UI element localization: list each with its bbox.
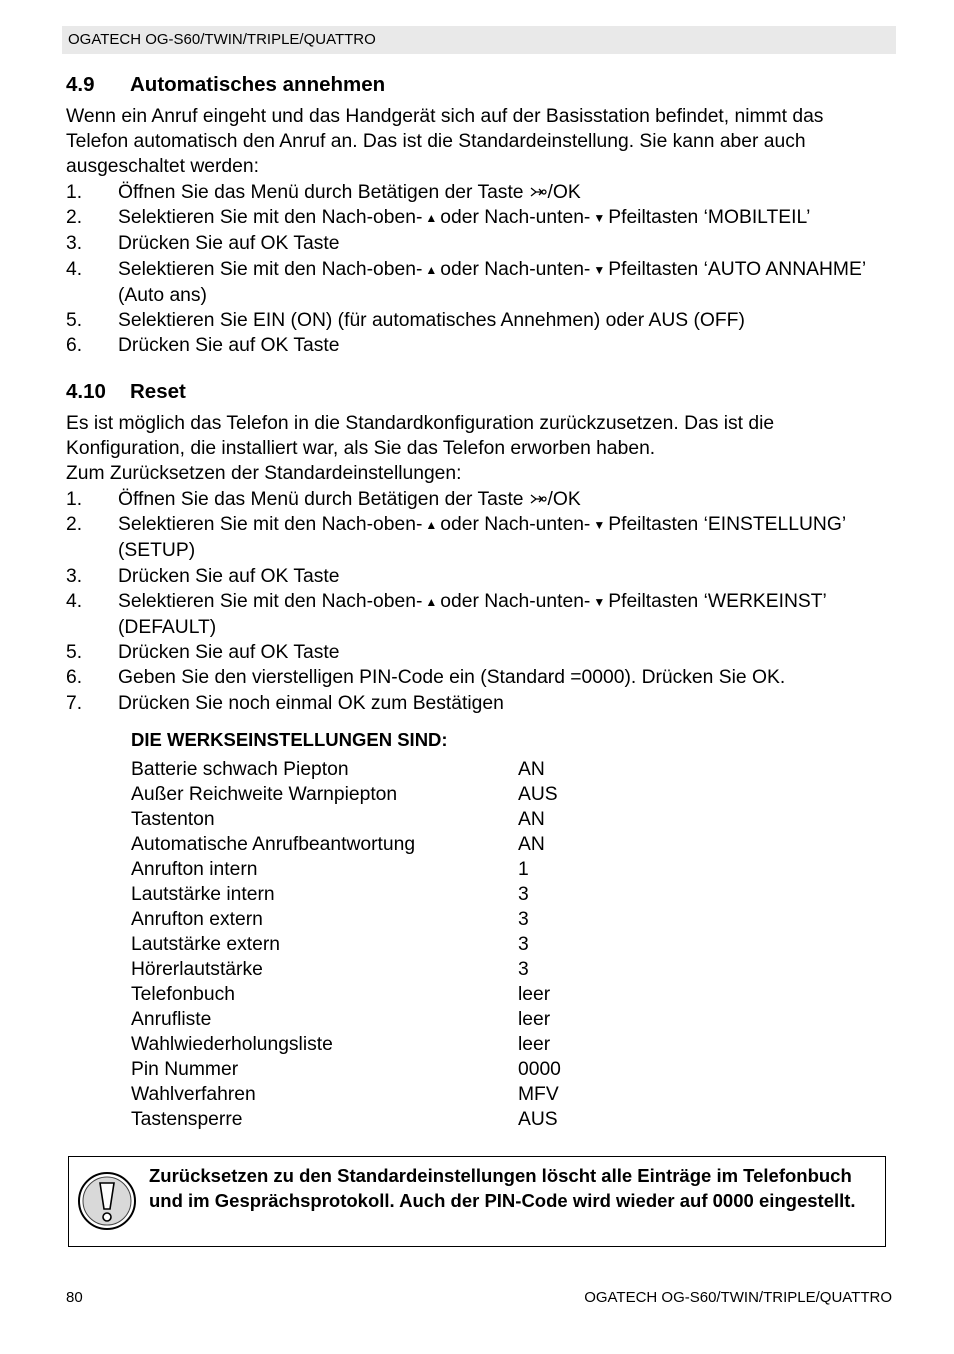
step-text: Drücken Sie auf OK Taste: [118, 335, 340, 357]
table-row: [131, 1107, 561, 1132]
setting-value: 3: [518, 959, 529, 980]
step-number: 3.: [66, 565, 83, 587]
step-text: Selektieren Sie EIN (ON) (für automatisches Annehmen) oder AUS (OFF): [118, 310, 745, 332]
step-text: /OK: [547, 489, 581, 510]
setting-value: 3: [518, 934, 529, 955]
table-row: [131, 982, 561, 1007]
step-number: 6.: [66, 335, 83, 357]
step-text: oder Nach-unten-: [440, 258, 591, 280]
step-text: Drücken Sie noch einmal OK zum Bestätigen: [118, 692, 504, 714]
step-text: Pfeiltasten ‘WERKEINST’ (DEFAULT): [118, 590, 827, 639]
section-heading-4-9: [66, 73, 385, 97]
setting-value: AUS: [518, 784, 558, 805]
table-row: [131, 857, 561, 882]
setting-name: Wahlverfahren: [131, 1084, 256, 1105]
step-text: oder Nach-unten-: [440, 514, 591, 536]
section-intro-2: Zum Zurücksetzen der Standardeinstellungen:: [66, 463, 462, 484]
page-header: [62, 26, 896, 54]
down-arrow-icon: ▼: [593, 594, 606, 609]
setting-name: Außer Reichweite Warnpiepton: [131, 784, 398, 805]
step-item: [66, 564, 896, 589]
step-number: 4.: [66, 258, 83, 280]
setting-value: 3: [518, 884, 529, 905]
step-item: [66, 308, 896, 333]
step-number: 4.: [66, 590, 83, 612]
table-row: [131, 1082, 561, 1107]
step-text: Selektieren Sie mit den Nach-oben-: [118, 514, 423, 536]
step-item: [66, 231, 896, 256]
step-text: Öffnen Sie das Menü durch Betätigen der Taste: [118, 489, 524, 510]
table-row: [131, 832, 561, 857]
setting-name: Lautstärke intern: [131, 884, 275, 905]
menu-key-icon: [528, 184, 548, 200]
section-title: Reset: [130, 380, 186, 403]
step-item: [66, 512, 896, 563]
setting-name: Lautstärke extern: [131, 934, 280, 955]
step-number: 3.: [66, 233, 83, 255]
up-arrow-icon: ▲: [425, 211, 438, 226]
step-item: [66, 257, 896, 308]
table-row: [131, 882, 561, 907]
setting-value: 3: [518, 909, 529, 930]
warning-text: Zurücksetzen zu den Standardeinstellungen löscht alle Einträge im Telefonbuch und im Gesprächsprotokoll. Auch der PIN-Code wird wieder auf 0000 eingestellt.: [149, 1165, 856, 1211]
setting-name: Anrufliste: [131, 1009, 212, 1030]
setting-value: AUS: [518, 1109, 558, 1130]
step-number: 2.: [66, 207, 83, 229]
step-number: 1.: [66, 182, 83, 203]
defaults-table: [131, 757, 561, 1132]
step-number: 5.: [66, 642, 83, 664]
setting-value: AN: [518, 759, 545, 780]
table-row: [131, 807, 561, 832]
table-row: [131, 957, 561, 982]
step-text: Pfeiltasten ‘AUTO ANNAHME’ (Auto ans): [118, 258, 866, 306]
setting-name: Telefonbuch: [131, 984, 235, 1005]
step-text: Drücken Sie auf OK Taste: [118, 233, 340, 255]
step-number: 7.: [66, 692, 83, 714]
setting-value: leer: [518, 1009, 551, 1030]
setting-value: 1: [518, 859, 529, 880]
step-text: Drücken Sie auf OK Taste: [118, 565, 340, 587]
step-item: [66, 640, 896, 665]
step-text: Geben Sie den vierstelligen PIN-Code ein (Standard =0000). Drücken Sie OK.: [118, 667, 786, 689]
step-item: [66, 487, 896, 512]
table-row: [131, 757, 561, 782]
table-row: [131, 1032, 561, 1057]
setting-name: Tastenton: [131, 809, 215, 830]
down-arrow-icon: ▼: [593, 262, 606, 277]
setting-value: MFV: [518, 1084, 559, 1105]
step-number: 2.: [66, 514, 83, 536]
menu-key-icon: [528, 491, 548, 507]
warning-note: [68, 1156, 886, 1247]
step-item: [66, 180, 896, 205]
down-arrow-icon: ▼: [593, 518, 606, 533]
section-intro: Es ist möglich das Telefon in die Standardkonfiguration zurückzusetzen. Das ist die Konfiguration, die installiert war, als Sie das Telefon erworben haben.: [66, 413, 775, 459]
step-item: [66, 589, 896, 640]
step-text: Selektieren Sie mit den Nach-oben-: [118, 207, 423, 229]
defaults-title: DIE WERKSEINSTELLUNGEN SIND:: [131, 729, 448, 750]
section-number: 4.9: [66, 73, 95, 96]
section-title: Automatisches annehmen: [130, 73, 386, 96]
step-text: Selektieren Sie mit den Nach-oben-: [118, 590, 423, 612]
step-item: [66, 205, 896, 231]
step-text: Pfeiltasten ‘EINSTELLUNG’ (SETUP): [118, 514, 846, 562]
setting-name: Automatische Anrufbeantwortung: [131, 834, 416, 855]
setting-value: leer: [518, 984, 551, 1005]
step-text: oder Nach-unten-: [440, 207, 591, 229]
step-item: [66, 665, 896, 690]
step-text: oder Nach-unten-: [440, 590, 591, 612]
up-arrow-icon: ▲: [425, 518, 438, 533]
step-list: [66, 180, 896, 358]
setting-value: 0000: [518, 1059, 561, 1080]
setting-name: Pin Nummer: [131, 1059, 239, 1080]
section-number: 4.10: [66, 380, 106, 403]
step-text: Drücken Sie auf OK Taste: [118, 642, 340, 664]
step-list: [66, 487, 896, 716]
setting-name: Anrufton extern: [131, 909, 263, 930]
up-arrow-icon: ▲: [425, 262, 438, 277]
setting-value: AN: [518, 834, 545, 855]
setting-value: leer: [518, 1034, 551, 1055]
header-title: OGATECH OG-S60/TWIN/TRIPLE/QUATTRO: [68, 31, 376, 48]
step-number: 6.: [66, 667, 83, 689]
page-number: 80: [66, 1289, 83, 1306]
warning-exclamation-icon: [77, 1171, 137, 1231]
section-heading-4-10: [66, 380, 186, 404]
step-number: 1.: [66, 489, 83, 510]
table-row: [131, 907, 561, 932]
setting-name: Anrufton intern: [131, 859, 258, 880]
step-text: Pfeiltasten ‘MOBILTEIL’: [608, 207, 811, 229]
section-intro: Wenn ein Anruf eingeht und das Handgerät sich auf der Basisstation befindet, nimmt das Telefon automatisch den Anruf an. Das ist die Standardeinstellung. Sie kann aber auch ausgeschaltet werden:: [66, 106, 824, 177]
setting-name: Wahlwiederholungsliste: [131, 1034, 333, 1055]
step-text: /OK: [547, 182, 581, 203]
setting-name: Batterie schwach Piepton: [131, 759, 349, 780]
setting-value: AN: [518, 809, 545, 830]
table-row: [131, 1007, 561, 1032]
footer-title: OGATECH OG-S60/TWIN/TRIPLE/QUATTRO: [584, 1289, 892, 1306]
setting-name: Hörerlautstärke: [131, 959, 263, 980]
up-arrow-icon: ▲: [425, 594, 438, 609]
step-number: 5.: [66, 310, 83, 332]
table-row: [131, 1057, 561, 1082]
setting-name: Tastensperre: [131, 1109, 243, 1130]
down-arrow-icon: ▼: [593, 211, 606, 226]
step-text: Öffnen Sie das Menü durch Betätigen der Taste: [118, 182, 524, 203]
step-item: [66, 691, 896, 716]
step-item: [66, 333, 896, 358]
table-row: [131, 932, 561, 957]
table-row: [131, 782, 561, 807]
step-text: Selektieren Sie mit den Nach-oben-: [118, 258, 423, 280]
